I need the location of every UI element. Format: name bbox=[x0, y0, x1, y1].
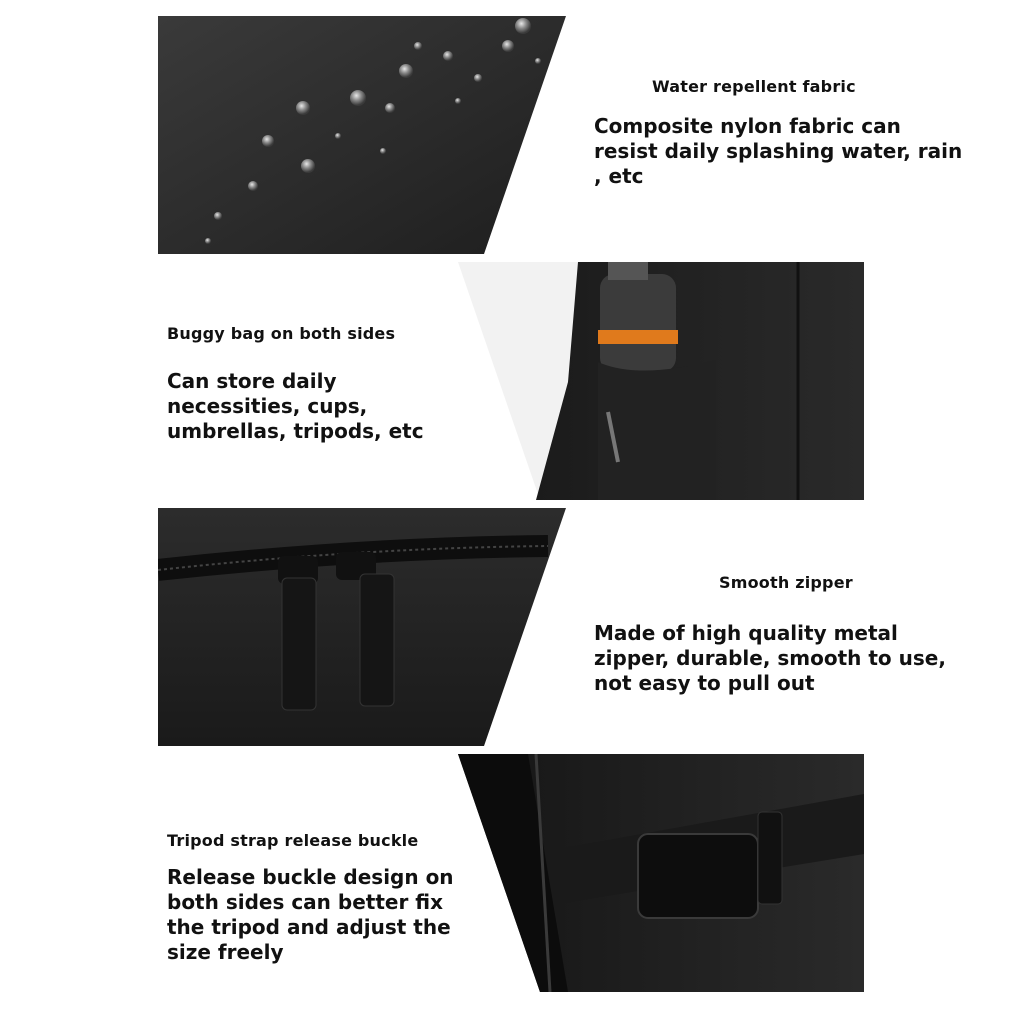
zipper-pulls-image bbox=[158, 508, 566, 746]
section-title-release-buckle: Tripod strap release buckle bbox=[167, 831, 419, 850]
section-title-water-repellent: Water repellent fabric bbox=[652, 77, 856, 96]
section-description-side-pockets: Can store daily necessities, cups, umbrellas, tripods, etc bbox=[167, 369, 424, 443]
section-title-smooth-zipper: Smooth zipper bbox=[719, 573, 853, 592]
section-description-release-buckle: Release buckle design on both sides can better fix the tripod and adjust the size freely bbox=[167, 865, 454, 964]
section-description-water-repellent: Composite nylon fabric can resist daily splashing water, rain , etc bbox=[594, 114, 963, 188]
side-pocket-bottle-image bbox=[458, 262, 864, 500]
water-droplets-fabric-image bbox=[158, 16, 566, 254]
section-description-smooth-zipper: Made of high quality metal zipper, durable, smooth to use, not easy to pull out bbox=[594, 621, 946, 695]
release-buckle-image bbox=[458, 754, 864, 992]
section-title-side-pockets: Buggy bag on both sides bbox=[167, 324, 396, 343]
